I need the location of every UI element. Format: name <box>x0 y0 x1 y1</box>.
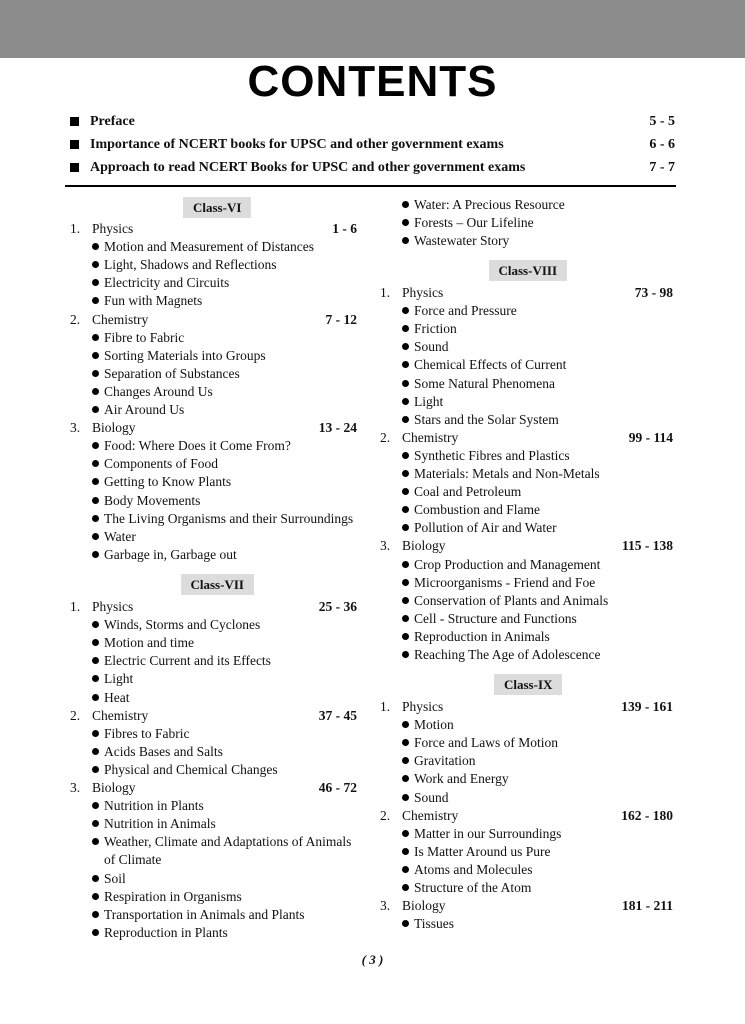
subject-row[interactable] <box>0 897 745 915</box>
subject-name: Biology <box>92 780 136 795</box>
bullet-icon <box>402 830 409 837</box>
subject-number: 2. <box>70 707 81 723</box>
chapter-title: Motion and Measurement of Distances <box>104 239 314 255</box>
chapter-item[interactable] <box>402 628 550 646</box>
subject-number: 3. <box>70 420 81 436</box>
bullet-icon <box>92 460 99 467</box>
bullet-icon <box>92 406 99 413</box>
bullet-icon <box>402 506 409 513</box>
bullet-icon <box>402 739 409 746</box>
bullet-icon <box>402 524 409 531</box>
chapter-title: Is Matter Around us Pure <box>414 843 551 859</box>
bullet-icon <box>92 748 99 755</box>
chapter-item[interactable] <box>92 725 190 743</box>
chapter-title: Tissues <box>414 916 455 932</box>
chapter-title: Light, Shadows and Reflections <box>104 257 277 273</box>
square-bullet-icon <box>70 117 79 126</box>
chapter-item[interactable] <box>402 610 577 628</box>
chapter-title: Soil <box>104 870 126 886</box>
subject-name: Physics <box>92 221 134 236</box>
subject-pages: 37 - 45 <box>318 707 357 723</box>
bullet-icon <box>402 219 409 226</box>
chapter-title: Weather, Climate and Adaptations of Animals <box>104 834 352 850</box>
chapter-title: Sound <box>414 789 449 805</box>
subject-name: Physics <box>92 599 134 614</box>
subject-pages: 139 - 161 <box>621 699 673 714</box>
bullet-icon <box>402 325 409 332</box>
chapter-item[interactable] <box>92 473 231 491</box>
chapter-title: Water <box>104 528 136 544</box>
bullet-icon <box>402 488 409 495</box>
page-number: ( 3 ) <box>361 952 384 967</box>
bullet-icon <box>92 370 99 377</box>
chapter-title: Atoms and Molecules <box>414 861 533 877</box>
chapter-title: Light <box>104 671 134 687</box>
preface-item[interactable] <box>70 137 675 157</box>
subject-pages: 1 - 6 <box>332 221 357 236</box>
chapter-title: Pollution of Air and Water <box>414 520 557 536</box>
subject-pages: 99 - 114 <box>628 429 673 445</box>
bullet-icon <box>92 243 99 250</box>
chapter-title: Sound <box>414 339 449 355</box>
chapter-title: Fibres to Fabric <box>104 725 190 741</box>
chapter-title: Winds, Storms and Cyclones <box>104 617 261 633</box>
chapter-item[interactable] <box>92 761 278 779</box>
chapter-title: Getting to Know Plants <box>104 474 232 490</box>
square-bullet-icon <box>70 140 79 149</box>
subject-pages: 46 - 72 <box>318 780 357 795</box>
bullet-icon <box>402 884 409 891</box>
subject-row[interactable] <box>0 284 745 302</box>
chapter-title: Motion and time <box>104 635 194 651</box>
chapter-title: Stars and the Solar System <box>414 411 559 427</box>
bullet-icon <box>402 452 409 459</box>
bullet-icon <box>402 343 409 350</box>
chapter-title: Some Natural Phenomena <box>414 375 555 391</box>
chapter-title: Body Movements <box>104 492 201 508</box>
chapter-title: Heat <box>104 689 130 705</box>
preface-item-pages: 5 - 5 <box>649 114 675 129</box>
subject-number: 3. <box>380 898 391 914</box>
bullet-icon <box>402 866 409 873</box>
chapter-title: Gravitation <box>414 753 476 769</box>
chapter-title: Cell - Structure and Functions <box>414 610 577 626</box>
chapter-item[interactable] <box>92 329 184 347</box>
bullet-icon <box>402 794 409 801</box>
preface-item-pages: 7 - 7 <box>649 160 675 175</box>
chapter-title: Chemical Effects of Current <box>414 357 567 373</box>
chapter-title: Separation of Substances <box>104 365 240 381</box>
chapter-item[interactable] <box>402 734 558 752</box>
chapter-title: Forests – Our Lifeline <box>414 215 534 231</box>
chapter-title: Materials: Metals and Non-Metals <box>414 466 600 481</box>
chapter-title: Water: A Precious Resource <box>414 197 565 212</box>
bullet-icon <box>402 721 409 728</box>
subject-pages: 181 - 211 <box>621 898 673 914</box>
subject-row[interactable] <box>0 220 745 238</box>
chapter-title: Fun with Magnets <box>104 293 203 309</box>
bullet-icon <box>92 675 99 682</box>
chapter-item[interactable] <box>402 825 561 843</box>
square-bullet-icon <box>70 163 79 172</box>
subject-name: Biology <box>402 898 446 914</box>
chapter-item[interactable] <box>402 447 570 465</box>
chapter-item[interactable] <box>92 492 200 510</box>
chapter-title: Combustion and Flame <box>414 502 540 518</box>
bullet-icon <box>92 261 99 268</box>
bullet-icon <box>92 352 99 359</box>
chapter-item[interactable] <box>402 592 608 610</box>
subject-name: Biology <box>92 420 136 436</box>
subject-pages: 73 - 98 <box>634 285 673 300</box>
bullet-icon <box>92 334 99 341</box>
subject-row[interactable] <box>0 429 745 447</box>
chapter-item[interactable] <box>402 770 509 788</box>
chapter-item[interactable] <box>92 652 271 670</box>
subject-number: 2. <box>70 311 81 327</box>
chapter-item[interactable] <box>92 743 223 761</box>
bullet-icon <box>402 416 409 423</box>
class-heading: Class-VII <box>181 574 254 595</box>
bullet-icon <box>92 875 99 882</box>
bullet-icon <box>402 201 409 208</box>
bullet-icon <box>92 515 99 522</box>
chapter-item[interactable] <box>402 752 475 770</box>
preface-item[interactable] <box>70 160 675 180</box>
chapter-item[interactable] <box>402 411 559 429</box>
subject-pages: 115 - 138 <box>621 538 673 554</box>
chapter-title: Food: Where Does it Come From? <box>104 438 291 454</box>
chapter-item[interactable] <box>92 401 184 419</box>
subject-pages: 7 - 12 <box>325 311 357 327</box>
chapter-title: Matter in our Surroundings <box>414 825 562 841</box>
chapter-title: Garbage in, Garbage out <box>104 546 237 562</box>
chapter-title: Friction <box>414 321 457 337</box>
subject-name: Chemistry <box>92 707 149 723</box>
bullet-icon <box>402 633 409 640</box>
chapter-item[interactable] <box>402 879 531 897</box>
bullet-icon <box>402 757 409 764</box>
bullet-icon <box>402 380 409 387</box>
chapter-item[interactable] <box>402 646 600 664</box>
bullet-icon <box>402 398 409 405</box>
subject-row[interactable] <box>0 537 745 555</box>
class-heading: Class-VIII <box>489 260 568 281</box>
chapter-item[interactable] <box>402 519 557 537</box>
bullet-icon <box>402 237 409 244</box>
subject-name: Chemistry <box>402 807 459 823</box>
subject-name: Chemistry <box>92 311 149 327</box>
chapter-title: Electric Current and its Effects <box>104 653 271 669</box>
chapter-item[interactable] <box>92 616 260 634</box>
chapter-item[interactable] <box>92 924 228 942</box>
chapter-title: Synthetic Fibres and Plastics <box>414 447 570 463</box>
chapter-item[interactable] <box>402 302 517 320</box>
subject-number: 1. <box>70 221 81 236</box>
bullet-icon <box>92 838 99 845</box>
chapter-item[interactable] <box>92 238 314 256</box>
subject-number: 1. <box>380 699 391 714</box>
chapter-title: Force and Laws of Motion <box>414 735 558 751</box>
chapter-item[interactable] <box>402 393 443 411</box>
bullet-icon <box>402 561 409 568</box>
chapter-title: Crop Production and Management <box>414 556 601 572</box>
chapter-title: Reaching The Age of Adolescence <box>414 647 601 662</box>
top-gray-bar <box>0 0 745 58</box>
chapter-title: Reproduction in Plants <box>104 924 228 940</box>
preface-item-label: Importance of NCERT books for UPSC and other government exams <box>90 137 504 152</box>
subject-pages: 162 - 180 <box>621 807 673 823</box>
chapter-item[interactable] <box>402 338 449 356</box>
bullet-icon <box>92 766 99 773</box>
subject-number: 1. <box>380 285 391 300</box>
chapter-item[interactable] <box>402 861 532 879</box>
chapter-title: Acids Bases and Salts <box>104 743 223 759</box>
subject-row[interactable] <box>0 311 745 329</box>
chapter-title: Light <box>414 393 444 409</box>
subject-name: Physics <box>402 285 444 300</box>
chapter-title: Structure of the Atom <box>414 880 532 895</box>
subject-number: 2. <box>380 807 391 823</box>
chapter-item[interactable] <box>402 915 454 933</box>
chapter-title: Reproduction in Animals <box>414 628 550 644</box>
chapter-item[interactable] <box>402 320 457 338</box>
subject-row[interactable] <box>0 698 745 716</box>
chapter-item[interactable] <box>92 455 218 473</box>
chapter-item[interactable] <box>92 510 353 528</box>
chapter-item[interactable] <box>402 196 565 214</box>
chapter-title: Work and Energy <box>414 771 509 787</box>
subject-pages: 13 - 24 <box>318 420 357 436</box>
chapter-item[interactable] <box>104 851 161 869</box>
subject-pages: 25 - 36 <box>318 599 357 614</box>
chapter-item[interactable] <box>402 356 566 374</box>
subject-row[interactable] <box>0 779 745 797</box>
chapter-title: Respiration in Organisms <box>104 888 242 904</box>
chapter-title: Components of Food <box>104 456 219 472</box>
chapter-title: Conservation of Plants and Animals <box>414 592 609 608</box>
subject-number: 3. <box>70 780 81 795</box>
bullet-icon <box>402 848 409 855</box>
chapter-item[interactable] <box>92 833 351 851</box>
preface-item-label: Approach to read NCERT Books for UPSC and other government exams <box>90 160 526 175</box>
chapter-title: Microorganisms - Friend and Foe <box>414 574 596 590</box>
chapter-title: Transportation in Animals and Plants <box>104 906 305 922</box>
subject-number: 3. <box>380 538 391 554</box>
subject-number: 1. <box>70 599 81 614</box>
preface-item-label: Preface <box>90 114 135 129</box>
chapter-title: of Climate <box>104 852 162 868</box>
class-heading: Class-IX <box>494 674 562 695</box>
bullet-icon <box>402 651 409 658</box>
subject-row[interactable] <box>0 807 745 825</box>
chapter-item[interactable] <box>402 465 600 483</box>
chapter-item[interactable] <box>402 574 595 592</box>
chapter-item[interactable] <box>402 375 555 393</box>
subject-name: Physics <box>402 699 444 714</box>
preface-item[interactable] <box>70 114 675 134</box>
chapter-title: Nutrition in Animals <box>104 816 216 832</box>
bullet-icon <box>402 470 409 477</box>
chapter-title: Sorting Materials into Groups <box>104 347 266 363</box>
chapter-item[interactable] <box>92 256 276 274</box>
subject-name: Chemistry <box>402 429 459 445</box>
chapter-title: Coal and Petroleum <box>414 484 522 500</box>
chapter-title: Fibre to Fabric <box>104 329 185 345</box>
chapter-title: The Living Organisms and their Surroundings <box>104 510 354 526</box>
chapter-item[interactable] <box>402 214 534 232</box>
bullet-icon <box>402 775 409 782</box>
chapter-item[interactable] <box>92 347 266 365</box>
bullet-icon <box>92 497 99 504</box>
chapter-title: Force and Pressure <box>414 303 517 319</box>
subject-name: Biology <box>402 538 446 554</box>
chapter-item[interactable] <box>92 365 240 383</box>
chapter-item[interactable] <box>402 483 521 501</box>
bullet-icon <box>92 730 99 737</box>
bullet-icon <box>92 621 99 628</box>
bullet-icon <box>92 657 99 664</box>
subject-row[interactable] <box>0 598 745 616</box>
page-title: CONTENTS <box>247 57 498 106</box>
chapter-title: Changes Around Us <box>104 383 213 399</box>
chapter-item[interactable] <box>402 716 454 734</box>
chapter-title: Physical and Chemical Changes <box>104 761 278 777</box>
subject-number: 2. <box>380 429 391 445</box>
header-rule <box>65 185 676 187</box>
bullet-icon <box>402 615 409 622</box>
chapter-item[interactable] <box>402 232 509 250</box>
chapter-item[interactable] <box>92 634 194 652</box>
chapter-item[interactable] <box>92 870 126 888</box>
bullet-icon <box>402 307 409 314</box>
preface-item-pages: 6 - 6 <box>649 137 675 152</box>
bullet-icon <box>92 478 99 485</box>
bullet-icon <box>402 579 409 586</box>
chapter-item[interactable] <box>92 383 213 401</box>
chapter-item[interactable] <box>402 843 550 861</box>
chapter-title: Nutrition in Plants <box>104 798 204 814</box>
class-heading: Class-VI <box>183 197 251 218</box>
chapter-title: Air Around Us <box>104 402 185 417</box>
bullet-icon <box>402 361 409 368</box>
bullet-icon <box>402 920 409 927</box>
bullet-icon <box>92 388 99 395</box>
bullet-icon <box>402 597 409 604</box>
chapter-title: Electricity and Circuits <box>104 275 230 291</box>
chapter-item[interactable] <box>92 670 133 688</box>
chapter-title: Wastewater Story <box>414 233 510 249</box>
bullet-icon <box>92 929 99 936</box>
chapter-title: Motion <box>414 717 454 733</box>
chapter-item[interactable] <box>402 556 600 574</box>
chapter-item[interactable] <box>402 789 449 807</box>
bullet-icon <box>92 639 99 646</box>
chapter-item[interactable] <box>402 501 540 519</box>
